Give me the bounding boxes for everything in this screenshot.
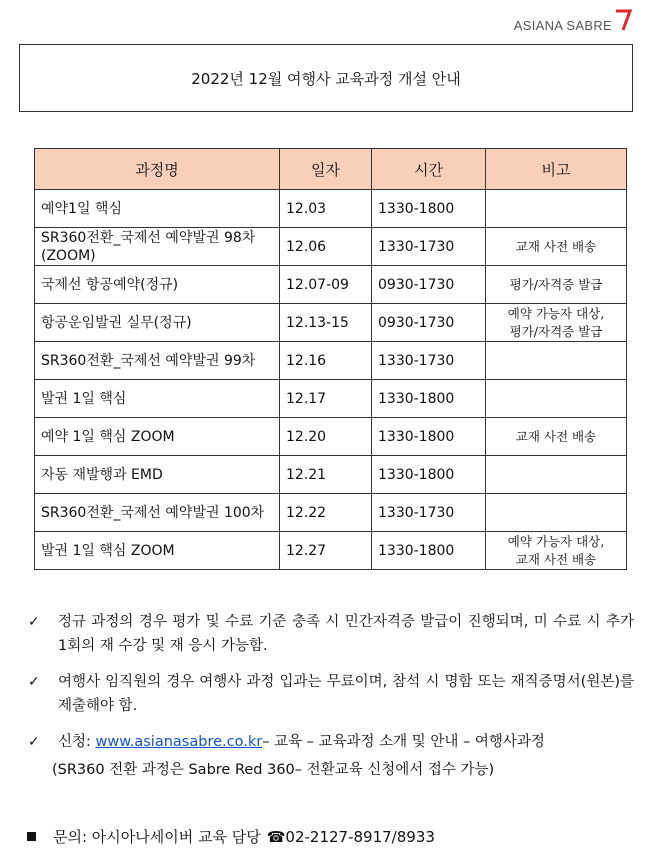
check-icon: ✓ (28, 614, 40, 630)
time-cell: 1330-1800 (372, 190, 486, 228)
logo-text: ASIANA SABRE (513, 18, 612, 33)
time-cell: 1330-1800 (372, 456, 486, 494)
time-cell: 1330-1730 (372, 494, 486, 532)
table-header-row (35, 149, 627, 190)
course-name-cell: SR360전환_국제선 예약발권 99차 (35, 342, 280, 380)
asiana-sabre-logo (514, 6, 633, 34)
check-icon: ✓ (28, 674, 40, 690)
course-name-cell: SR360전환_국제선 예약발권 98차 (ZOOM) (35, 228, 280, 266)
phone-icon: ☎ (266, 827, 286, 846)
time-cell: 1330-1730 (372, 228, 486, 266)
course-name-cell: 자동 재발행과 EMD (35, 456, 280, 494)
table-row (35, 532, 627, 570)
notice-item (22, 670, 634, 718)
course-name-cell: 예약1일 핵심 (35, 190, 280, 228)
date-cell: 12.17 (280, 380, 372, 418)
website-link[interactable]: www.asianasabre.co.kr (95, 734, 263, 750)
contact-label: 문의: 아시아나세이버 교육 담당 (53, 828, 261, 846)
note-cell (486, 190, 627, 228)
contact-line (22, 826, 435, 847)
table-row (35, 418, 627, 456)
course-name-cell: SR360전환_국제선 예약발권 100차 (35, 494, 280, 532)
header-date: 일자 (280, 149, 372, 190)
date-cell: 12.27 (280, 532, 372, 570)
date-cell: 12.16 (280, 342, 372, 380)
header-time: 시간 (372, 149, 486, 190)
apply-label: 신청: (58, 734, 96, 750)
date-cell: 12.07-09 (280, 266, 372, 304)
course-schedule-table (34, 148, 627, 570)
notice-item (22, 610, 634, 658)
date-cell: 12.13-15 (280, 304, 372, 342)
note-cell: 예약 가능자 대상, 교재 사전 배송 (486, 532, 627, 570)
time-cell: 1330-1800 (372, 380, 486, 418)
date-cell: 12.03 (280, 190, 372, 228)
note-cell (486, 494, 627, 532)
notice-text (58, 730, 634, 754)
page-title: 2022년 12월 여행사 교육과정 개설 안내 (19, 44, 633, 112)
apply-path: – 교육 – 교육과정 소개 및 안내 – 여행사과정 (262, 734, 545, 750)
note-cell: 교재 사전 배송 (486, 418, 627, 456)
table-row (35, 380, 627, 418)
course-name-cell: 발권 1일 핵심 (35, 380, 280, 418)
time-cell: 1330-1800 (372, 532, 486, 570)
course-name-cell: 항공운임발권 실무(정규) (35, 304, 280, 342)
note-cell: 교재 사전 배송 (486, 228, 627, 266)
date-cell: 12.21 (280, 456, 372, 494)
notice-list (22, 610, 634, 782)
table-row (35, 304, 627, 342)
note-cell: 평가/자격증 발급 (486, 266, 627, 304)
note-cell (486, 380, 627, 418)
course-name-cell: 발권 1일 핵심 ZOOM (35, 532, 280, 570)
course-name-cell: 예약 1일 핵심 ZOOM (35, 418, 280, 456)
sr360-note: (SR360 전환 과정은 Sabre Red 360– 전환교육 신청에서 접수 가능) (52, 762, 495, 778)
square-bullet-icon (27, 832, 36, 841)
date-cell: 12.20 (280, 418, 372, 456)
time-cell: 0930-1730 (372, 304, 486, 342)
date-cell: 12.06 (280, 228, 372, 266)
table-row (35, 494, 627, 532)
date-cell: 12.22 (280, 494, 372, 532)
time-cell: 1330-1730 (372, 342, 486, 380)
notice-item (22, 730, 634, 754)
table-row (35, 342, 627, 380)
contact-phone: 02-2127-8917/8933 (285, 827, 435, 846)
header-note: 비고 (486, 149, 627, 190)
course-name-cell: 국제선 항공예약(정규) (35, 266, 280, 304)
time-cell: 0930-1730 (372, 266, 486, 304)
note-cell: 예약 가능자 대상, 평가/자격증 발급 (486, 304, 627, 342)
check-icon: ✓ (28, 734, 40, 750)
note-cell (486, 342, 627, 380)
time-cell: 1330-1800 (372, 418, 486, 456)
header-course: 과정명 (35, 149, 280, 190)
note-cell (486, 456, 627, 494)
notice-text: 여행사 임직원의 경우 여행사 과정 입과는 무료이며, 참석 시 명함 또는 재직증명서(원본)를 제출해야 함. (58, 674, 634, 714)
table-row (35, 456, 627, 494)
table-row (35, 228, 627, 266)
notice-text: 정규 과정의 경우 평가 및 수료 기준 충족 시 민간자격증 발급이 진행되며, 미 수료 시 추가 1회의 재 수강 및 재 응시 가능함. (58, 614, 634, 654)
logo-mark-icon (613, 8, 633, 34)
table-row (35, 266, 627, 304)
table-row (35, 190, 627, 228)
